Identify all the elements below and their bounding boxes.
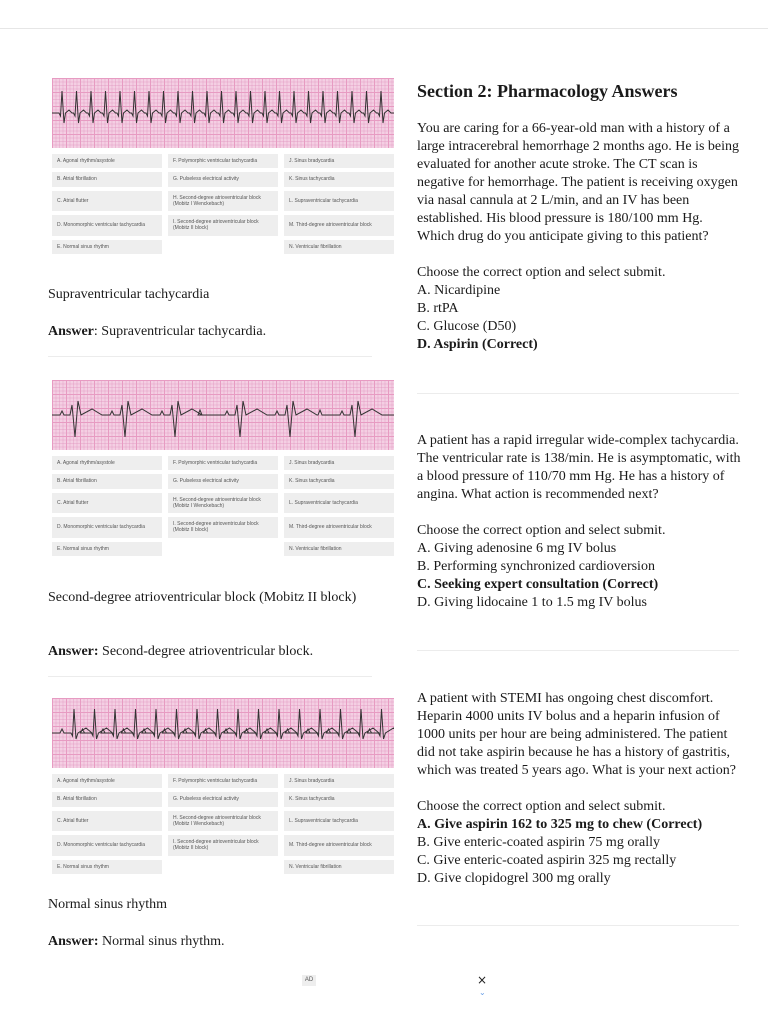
rhythm-option[interactable]: N. Ventricular fibrillation [284,860,394,874]
question-3 [417,690,743,888]
ecg-caption-3: Normal sinus rhythm [48,897,167,912]
answer-choice-correct[interactable]: A. Give aspirin 162 to 325 mg to chew (Correct) [417,817,703,832]
right-divider-2 [417,650,739,651]
ecg-trace-mobitz2 [52,380,394,450]
answer-text: : Supraventricular tachycardia. [93,324,267,339]
question-1 [417,120,743,354]
answer-text: Second-degree atrioventricular block. [98,644,314,659]
rhythm-option[interactable]: J. Sinus bradycardia [284,154,394,168]
ecg-strip-svt [52,78,394,148]
rhythm-option[interactable]: I. Second-degree atrioventricular block (Mobitz II block) [168,835,278,856]
answer-choice[interactable]: D. Giving lidocaine 1 to 1.5 mg IV bolus [417,595,647,610]
question-prompt: Choose the correct option and select submit. [417,523,666,538]
rhythm-option[interactable]: L. Supraventricular tachycardia [284,811,394,832]
ad-badge[interactable]: AD [302,975,316,986]
rhythm-option[interactable]: A. Agonal rhythm/asystole [52,774,162,788]
answer-choice[interactable]: C. Give enteric-coated aspirin 325 mg rectally [417,853,677,868]
answer-text: Normal sinus rhythm. [98,934,225,949]
rhythm-option[interactable]: J. Sinus bradycardia [284,774,394,788]
rhythm-option[interactable]: A. Agonal rhythm/asystole [52,154,162,168]
ecg-waveform-nsr [52,709,394,739]
rhythm-option[interactable]: C. Atrial flutter [52,811,162,832]
rhythm-option[interactable]: H. Second-degree atrioventricular block (Mobitz I Wenckebach) [168,191,278,212]
question-stem: A patient with STEMI has ongoing chest discomfort. Heparin 4000 units IV bolus and a heparin infusion of 1000 units per hour are being administered. The patient did not take aspirin because he has a history of gastritis, which was treated 5 years ago. What is your next action? [417,691,736,778]
rhythm-option[interactable]: B. Atrial fibrillation [52,474,162,488]
ecg-answer-2 [48,643,313,661]
answer-choice-correct[interactable]: D. Aspirin (Correct) [417,337,538,352]
rhythm-option[interactable]: M. Third-degree atrioventricular block [284,835,394,856]
answer-choice[interactable]: B. Give enteric-coated aspirin 75 mg orally [417,835,660,850]
answer-label: Answer: [48,934,99,949]
rhythm-option[interactable]: I. Second-degree atrioventricular block (Mobitz II block) [168,215,278,236]
answer-choice[interactable]: A. Nicardipine [417,283,501,298]
answer-choice[interactable]: D. Give clopidogrel 300 mg orally [417,871,611,886]
ecg-trace-svt [52,78,394,148]
chevron-down-icon[interactable]: ⌄ [479,988,486,997]
ecg-trace-nsr [52,698,394,768]
question-stem: A patient has a rapid irregular wide-complex tachycardia. The ventricular rate is 138/min. He is asymptomatic, with a blood pressure of 110/70 mm Hg. He has a history of angina. What action is recommended next? [417,433,741,502]
rhythm-option[interactable]: E. Normal sinus rhythm [52,240,162,254]
right-divider-1 [417,393,739,394]
rhythm-option[interactable]: G. Pulseless electrical activity [168,172,278,186]
rhythm-option[interactable]: N. Ventricular fibrillation [284,240,394,254]
rhythm-option[interactable]: C. Atrial flutter [52,493,162,514]
ecg-caption-2: Second-degree atrioventricular block (Mobitz II block) [48,590,357,605]
rhythm-option[interactable]: C. Atrial flutter [52,191,162,212]
ecg-strip-nsr [52,698,394,768]
ecg-waveform-mobitz2 [52,401,394,437]
ecg-card-1 [52,78,394,254]
rhythm-option[interactable]: I. Second-degree atrioventricular block (Mobitz II block) [168,517,278,538]
rhythm-option[interactable]: H. Second-degree atrioventricular block (Mobitz I Wenckebach) [168,811,278,832]
question-stem: You are caring for a 66-year-old man with a history of a large intracerebral hemorrhage 2 months ago. He is being evaluated for another acute stroke. The CT scan is negative for hemorrhage. The patient is receiving oxygen via nasal cannula at 2 L/min, and an IV has been established. His blood pressure is 180/100 mm Hg. Which drug do you anticipate giving to this patient? [417,121,740,244]
answer-choice[interactable]: C. Glucose (D50) [417,319,517,334]
rhythm-option[interactable]: G. Pulseless electrical activity [168,474,278,488]
rhythm-option[interactable]: L. Supraventricular tachycardia [284,191,394,212]
question-2 [417,432,743,612]
rhythm-option[interactable]: K. Sinus tachycardia [284,172,394,186]
rhythm-options-2 [52,456,394,556]
rhythm-option[interactable]: M. Third-degree atrioventricular block [284,517,394,538]
rhythm-options-1 [52,154,394,254]
top-divider [0,28,768,29]
ecg-answer-3 [48,933,225,951]
right-divider-3 [417,925,739,926]
left-divider-1 [48,356,372,357]
ecg-card-2 [52,380,394,556]
rhythm-option[interactable]: D. Monomorphic ventricular tachycardia [52,215,162,236]
rhythm-option[interactable]: F. Polymorphic ventricular tachycardia [168,774,278,788]
section-header [417,80,743,102]
rhythm-option[interactable]: A. Agonal rhythm/asystole [52,456,162,470]
ecg-answer-1 [48,323,266,341]
ecg-strip-mobitz2 [52,380,394,450]
rhythm-option[interactable]: B. Atrial fibrillation [52,792,162,806]
rhythm-options-3 [52,774,394,874]
ecg-caption-1: Supraventricular tachycardia [48,287,210,302]
rhythm-option[interactable]: F. Polymorphic ventricular tachycardia [168,154,278,168]
section-title: Section 2: Pharmacology Answers [417,81,678,101]
rhythm-option[interactable]: E. Normal sinus rhythm [52,542,162,556]
rhythm-option[interactable]: N. Ventricular fibrillation [284,542,394,556]
rhythm-option[interactable]: J. Sinus bradycardia [284,456,394,470]
rhythm-option[interactable]: L. Supraventricular tachycardia [284,493,394,514]
rhythm-option[interactable]: D. Monomorphic ventricular tachycardia [52,517,162,538]
rhythm-option[interactable]: D. Monomorphic ventricular tachycardia [52,835,162,856]
ecg-card-3 [52,698,394,874]
answer-choice[interactable]: B. rtPA [417,301,459,316]
rhythm-option[interactable]: H. Second-degree atrioventricular block (Mobitz I Wenckebach) [168,493,278,514]
rhythm-option[interactable]: M. Third-degree atrioventricular block [284,215,394,236]
rhythm-option[interactable]: B. Atrial fibrillation [52,172,162,186]
rhythm-option[interactable]: F. Polymorphic ventricular tachycardia [168,456,278,470]
question-prompt: Choose the correct option and select submit. [417,265,666,280]
answer-label: Answer [48,324,94,339]
close-icon[interactable]: × [477,973,488,987]
question-prompt: Choose the correct option and select submit. [417,799,666,814]
answer-choice-correct[interactable]: C. Seeking expert consultation (Correct) [417,577,659,592]
answer-label: Answer: [48,644,99,659]
answer-choice[interactable]: B. Performing synchronized cardioversion [417,559,655,574]
rhythm-option[interactable]: G. Pulseless electrical activity [168,792,278,806]
ecg-waveform-svt [52,91,394,123]
rhythm-option[interactable]: K. Sinus tachycardia [284,792,394,806]
left-divider-2 [48,676,372,677]
rhythm-option[interactable]: K. Sinus tachycardia [284,474,394,488]
answer-choice[interactable]: A. Giving adenosine 6 mg IV bolus [417,541,617,556]
rhythm-option[interactable]: E. Normal sinus rhythm [52,860,162,874]
